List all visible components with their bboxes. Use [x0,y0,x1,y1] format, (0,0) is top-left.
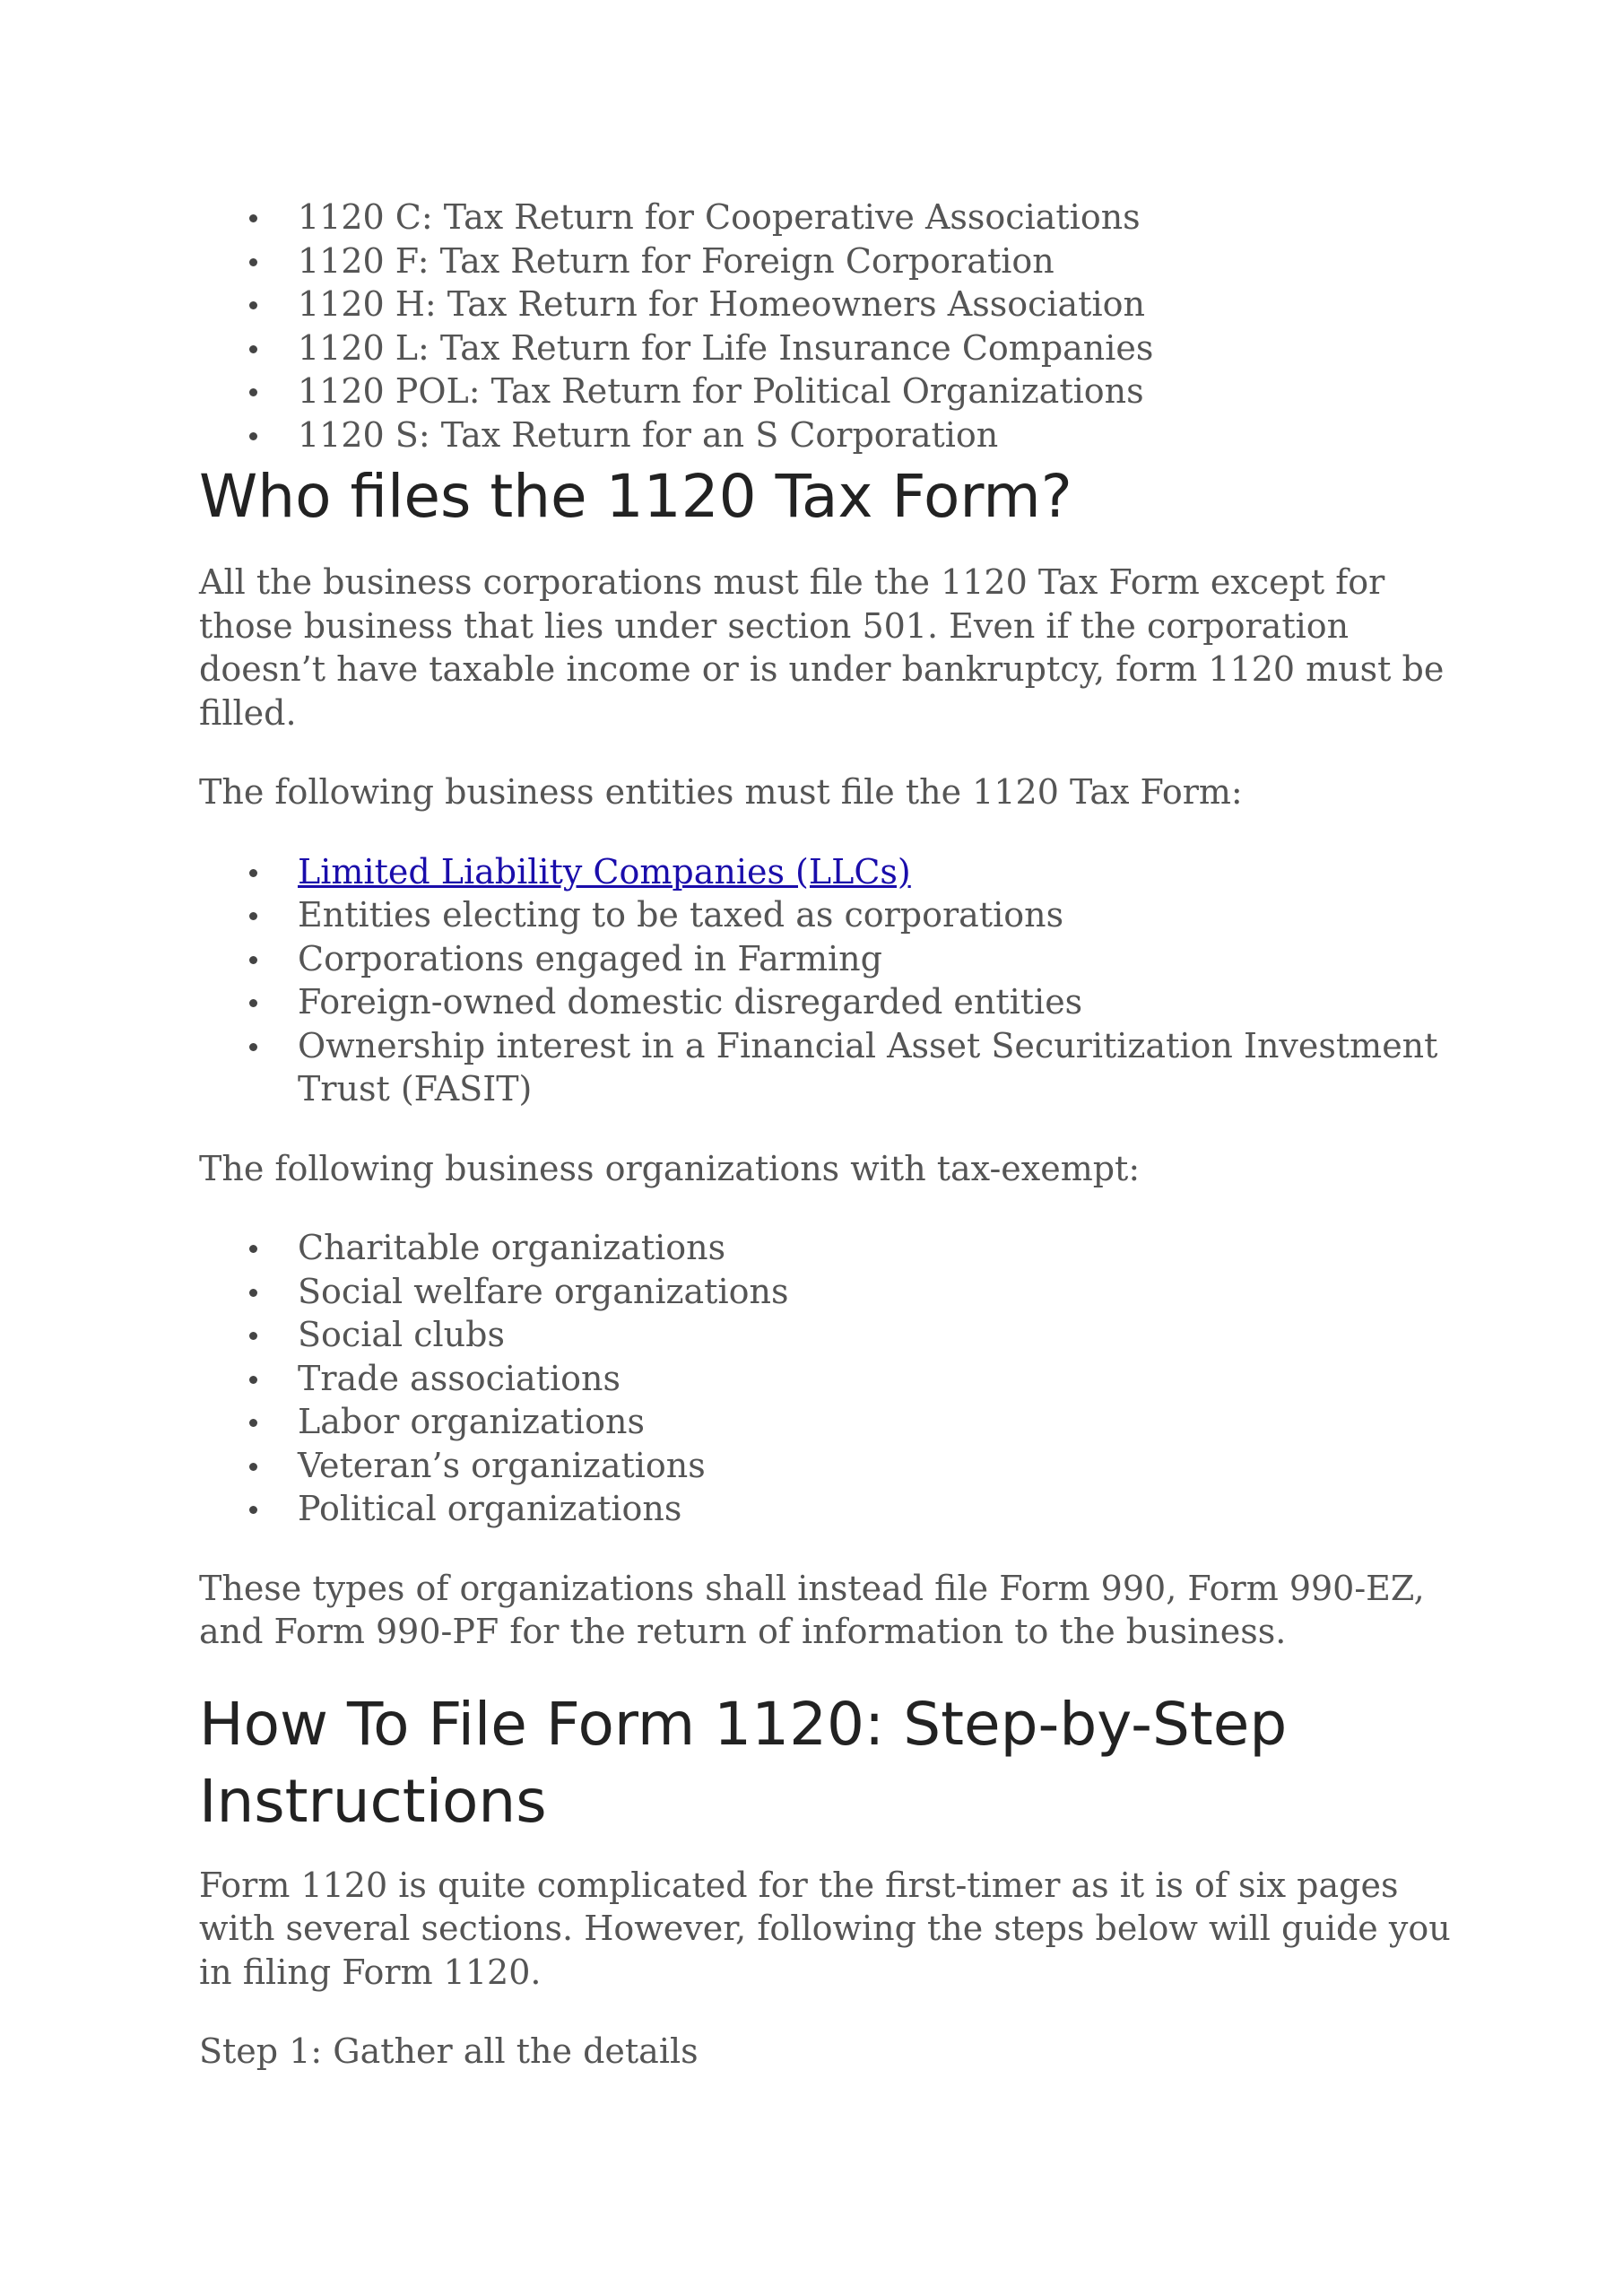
list-item: Corporations engaged in Farming [199,937,1454,981]
list-item: Veteran’s organizations [199,1444,1454,1488]
who-files-heading: Who files the 1120 Tax Form? [199,462,1072,531]
entities-list [199,850,1454,1111]
list-item: 1120 S: Tax Return for an S Corporation [199,413,1454,457]
exempt-lead: The following business organizations with tax-exempt: [199,1148,1141,1188]
list-item: 1120 F: Tax Return for Foreign Corporation [199,239,1454,283]
exempt-note: These types of organizations shall instead file Form 990, Form 990-EZ, and Form 990-PF for the return of information to the business. [199,1568,1425,1651]
entities-lead: The following business entities must file the 1120 Tax Form: [199,772,1243,812]
form-variants-list [199,196,1454,457]
list-item: Social clubs [199,1313,1454,1357]
how-to-intro: Form 1120 is quite complicated for the first-timer as it is of six pages with several sections. However, following the steps below will guide you in filing Form 1120. [199,1865,1451,1992]
list-item: 1120 C: Tax Return for Cooperative Associations [199,196,1454,239]
list-item: 1120 POL: Tax Return for Political Organizations [199,370,1454,413]
list-item: Entities electing to be taxed as corporations [199,893,1454,937]
list-item: Social welfare organizations [199,1270,1454,1314]
list-item: Foreign-owned domestic disregarded entities [199,980,1454,1024]
who-files-intro: All the business corporations must file the 1120 Tax Form except for those business that lies under section 501. Even if the corporation doesn’t have taxable income or is under bankruptcy, form 1120 must be filled. [199,562,1445,733]
step-1: Step 1: Gather all the details [199,2031,699,2071]
list-item: Charitable organizations [199,1226,1454,1270]
list-item: 1120 L: Tax Return for Life Insurance Companies [199,326,1454,370]
list-item: 1120 H: Tax Return for Homeowners Association [199,283,1454,326]
list-item: Political organizations [199,1487,1454,1531]
list-item: Ownership interest in a Financial Asset Securitization Investment Trust (FASIT) [199,1024,1454,1111]
list-item: Trade associations [199,1357,1454,1401]
list-item [199,850,1454,894]
list-item: Labor organizations [199,1400,1454,1444]
exempt-list [199,1226,1454,1531]
how-to-heading: How To File Form 1120: Step-by-Step Instructions [199,1689,1288,1836]
document-page [199,196,1454,2074]
llc-link[interactable]: Limited Liability Companies (LLCs) [298,851,911,891]
